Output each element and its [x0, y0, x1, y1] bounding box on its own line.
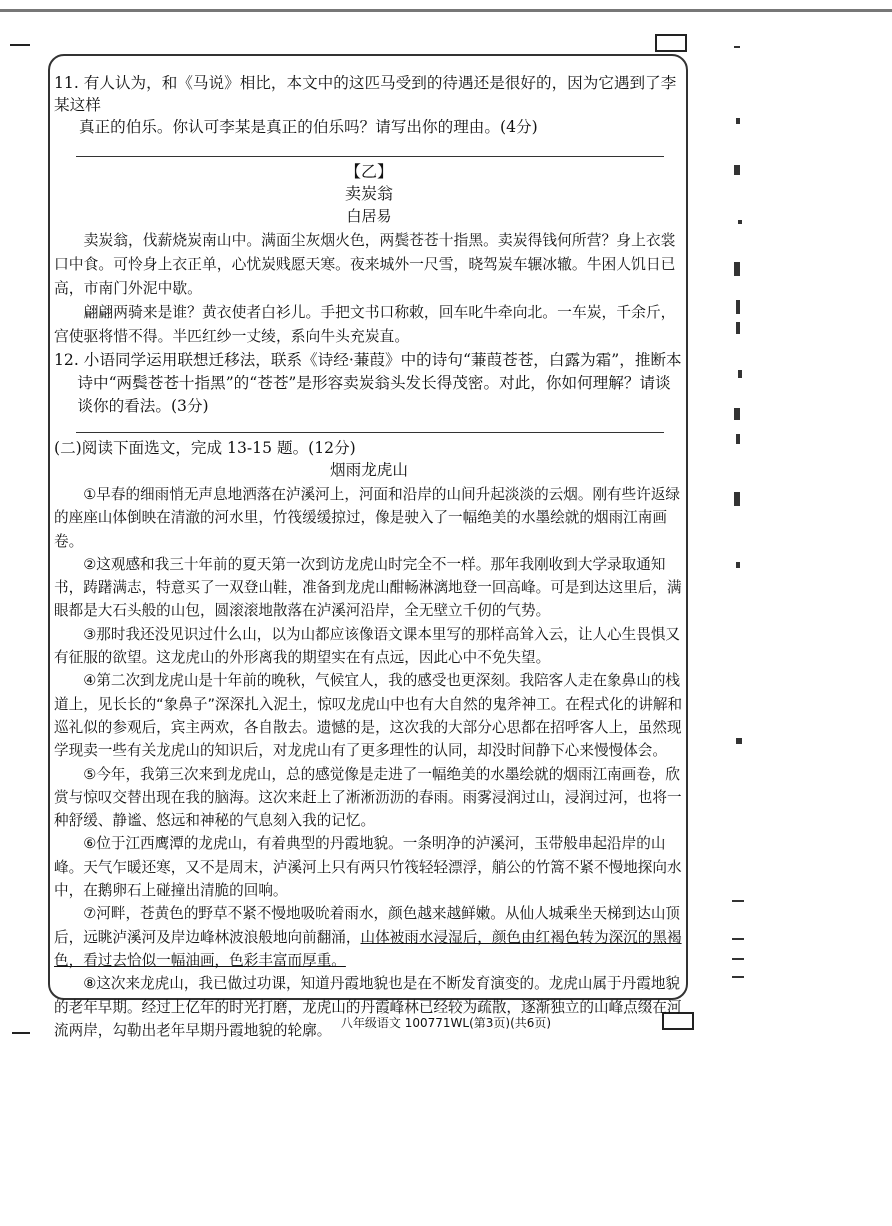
essay-paragraph-7 — [54, 902, 684, 972]
essay-paragraph-1: ①早春的细雨悄无声息地洒落在泸溪河上，河面和沿岸的山间升起淡淡的云烟。刚有些许返绿的座座山体倒映在清澈的河水里，竹筏缓缓掠过，像是驶入了一幅绝美的水墨绘就的烟雨江南画卷。 — [54, 486, 681, 550]
edge-mark — [738, 220, 742, 224]
part-b-label: 【乙】 — [344, 162, 393, 181]
edge-mark — [732, 938, 744, 940]
question-11-line-1: 11. 有人认为，和《马说》相比，本文中的这匹马受到的待遇还是很好的，因为它遇到了李某这样 — [54, 74, 677, 114]
corner-mark-top-left — [10, 44, 30, 60]
page-content — [54, 72, 684, 1042]
edge-mark — [734, 46, 740, 48]
edge-mark — [734, 165, 740, 175]
section-2-heading: (二)阅读下面选文，完成 13-15 题。(12分) — [54, 439, 356, 457]
edge-mark — [732, 958, 744, 960]
essay-title: 烟雨龙虎山 — [330, 461, 408, 479]
poem-paragraph-1: 卖炭翁，伐薪烧炭南山中。满面尘灰烟火色，两鬓苍苍十指黑。卖炭得钱何所营？身上衣裳口中食。可怜身上衣正单，心忧炭贱愿天寒。夜来城外一尺雪，晓驾炭车辗冰辙。牛困人饥日已高，市南门外泥中歇。 — [54, 232, 676, 297]
poem-title: 卖炭翁 — [344, 184, 393, 203]
essay-paragraph-7-text: ⑦河畔，苍黄色的野草不紧不慢地吸吮着雨水，颜色越来越鲜嫩。从仙人城乘坐天梯到达山顶后，远眺泸溪河及岸边峰林波浪般地向前翻涌， — [54, 905, 681, 946]
edge-mark — [732, 900, 744, 902]
answer-line — [76, 432, 664, 433]
scan-top-edge — [0, 9, 892, 12]
edge-mark — [734, 408, 740, 420]
edge-mark — [736, 434, 740, 444]
underlined-sentence: 山体被雨水浸湿后，颜色由红褐色转为深沉的黑褐色，看过去恰似一幅油画，色彩丰富而厚重。 — [54, 928, 682, 969]
question-11-line-2: 真正的伯乐。你认可李某是真正的伯乐吗？请写出你的理由。(4分) — [78, 118, 538, 136]
edge-mark — [734, 262, 740, 276]
essay-paragraph-3: ③那时我还没见识过什么山，以为山都应该像语文课本里写的那样高耸入云，让人心生畏惧又有征服的欲望。这龙虎山的外形离我的期望实在有点远，因此心中不免失望。 — [54, 625, 681, 667]
poem-author: 白居易 — [346, 207, 392, 225]
essay-paragraph-8: ⑧这次来龙虎山，我已做过功课，知道丹霞地貌也是在不断发育演变的。龙虎山属于丹霞地貌的老年早期。经过上亿年的时光打磨，龙虎山的丹霞峰林已经较为疏散，逐渐独立的山峰点缀在河流两岸，勾勒出老年早期丹霞地貌的轮廓。 — [54, 975, 682, 1039]
registration-mark-top-right — [655, 34, 687, 52]
essay-paragraph-4: ④第二次到龙虎山是十年前的晚秋，气候宜人，我的感受也更深刻。我陪客人走在象鼻山的栈道上，见长长的“象鼻子”深深扎入泥土，惊叹龙虎山中也有大自然的鬼斧神工。在程式化的讲解和巡礼似的参观后，宾主两欢，各自散去。遗憾的是，这次我的大部分心思都在招呼客人上，虽然现学现卖一些有关龙虎山的知识后，对龙虎山有了更多理性的认同，却没时间静下心来慢慢体会。 — [54, 672, 683, 760]
edge-mark — [736, 300, 740, 314]
page-footer: 八年级语文 100771WL(第3页)(共6页) — [340, 1016, 552, 1030]
edge-mark — [736, 562, 740, 568]
edge-mark — [736, 322, 740, 334]
essay-paragraph-5: ⑤今年，我第三次来到龙虎山，总的感觉像是走进了一幅绝美的水墨绘就的烟雨江南画卷，欣赏与惊叹交替出现在我的脑海。这次来赶上了淅淅沥沥的春雨。雨雾浸润过山，浸润过河，也将一种舒缓、静谧、悠远和神秘的气息刻入我的记忆。 — [54, 765, 682, 830]
edge-mark — [736, 118, 740, 124]
edge-mark — [738, 370, 742, 378]
essay-paragraph-2: ②这观感和我三十年前的夏天第一次到访龙虎山时完全不一样。那年我刚收到大学录取通知书，踌躇满志，特意买了一双登山鞋，准备到龙虎山酣畅淋漓地登一回高峰。可是到达这里后，满眼都是大石头般的山包，圆滚滚地散落在泸溪河沿岸，全无壁立千仞的气势。 — [54, 555, 682, 620]
edge-mark — [732, 976, 744, 978]
edge-mark — [734, 492, 740, 506]
edge-mark — [736, 738, 742, 744]
essay-paragraph-6: ⑥位于江西鹰潭的龙虎山，有着典型的丹霞地貌。一条明净的泸溪河，玉带般串起沿岸的山峰。天气乍暖还寒，又不是周末，泸溪河上只有两只竹筏轻轻漂浮，艄公的竹篙不紧不慢地探向水中，在鹅卵石上碰撞出清脆的回响。 — [54, 835, 682, 900]
question-12: 12. 小语同学运用联想迁移法，联系《诗经·蒹葭》中的诗句“蒹葭苍苍，白露为霜”，推断本诗中“两鬓苍苍十指黑”的“苍苍”是形容卖炭翁头发长得茂密。对此，你如何理解？请谈谈你的看法。(3分) — [54, 351, 682, 415]
poem-paragraph-2: 翩翩两骑来是谁？黄衣使者白衫儿。手把文书口称敕，回车叱牛牵向北。一车炭，千余斤，宫使驱将惜不得。半匹红纱一丈绫，系向牛头充炭直。 — [54, 304, 676, 345]
answer-line — [76, 156, 664, 157]
